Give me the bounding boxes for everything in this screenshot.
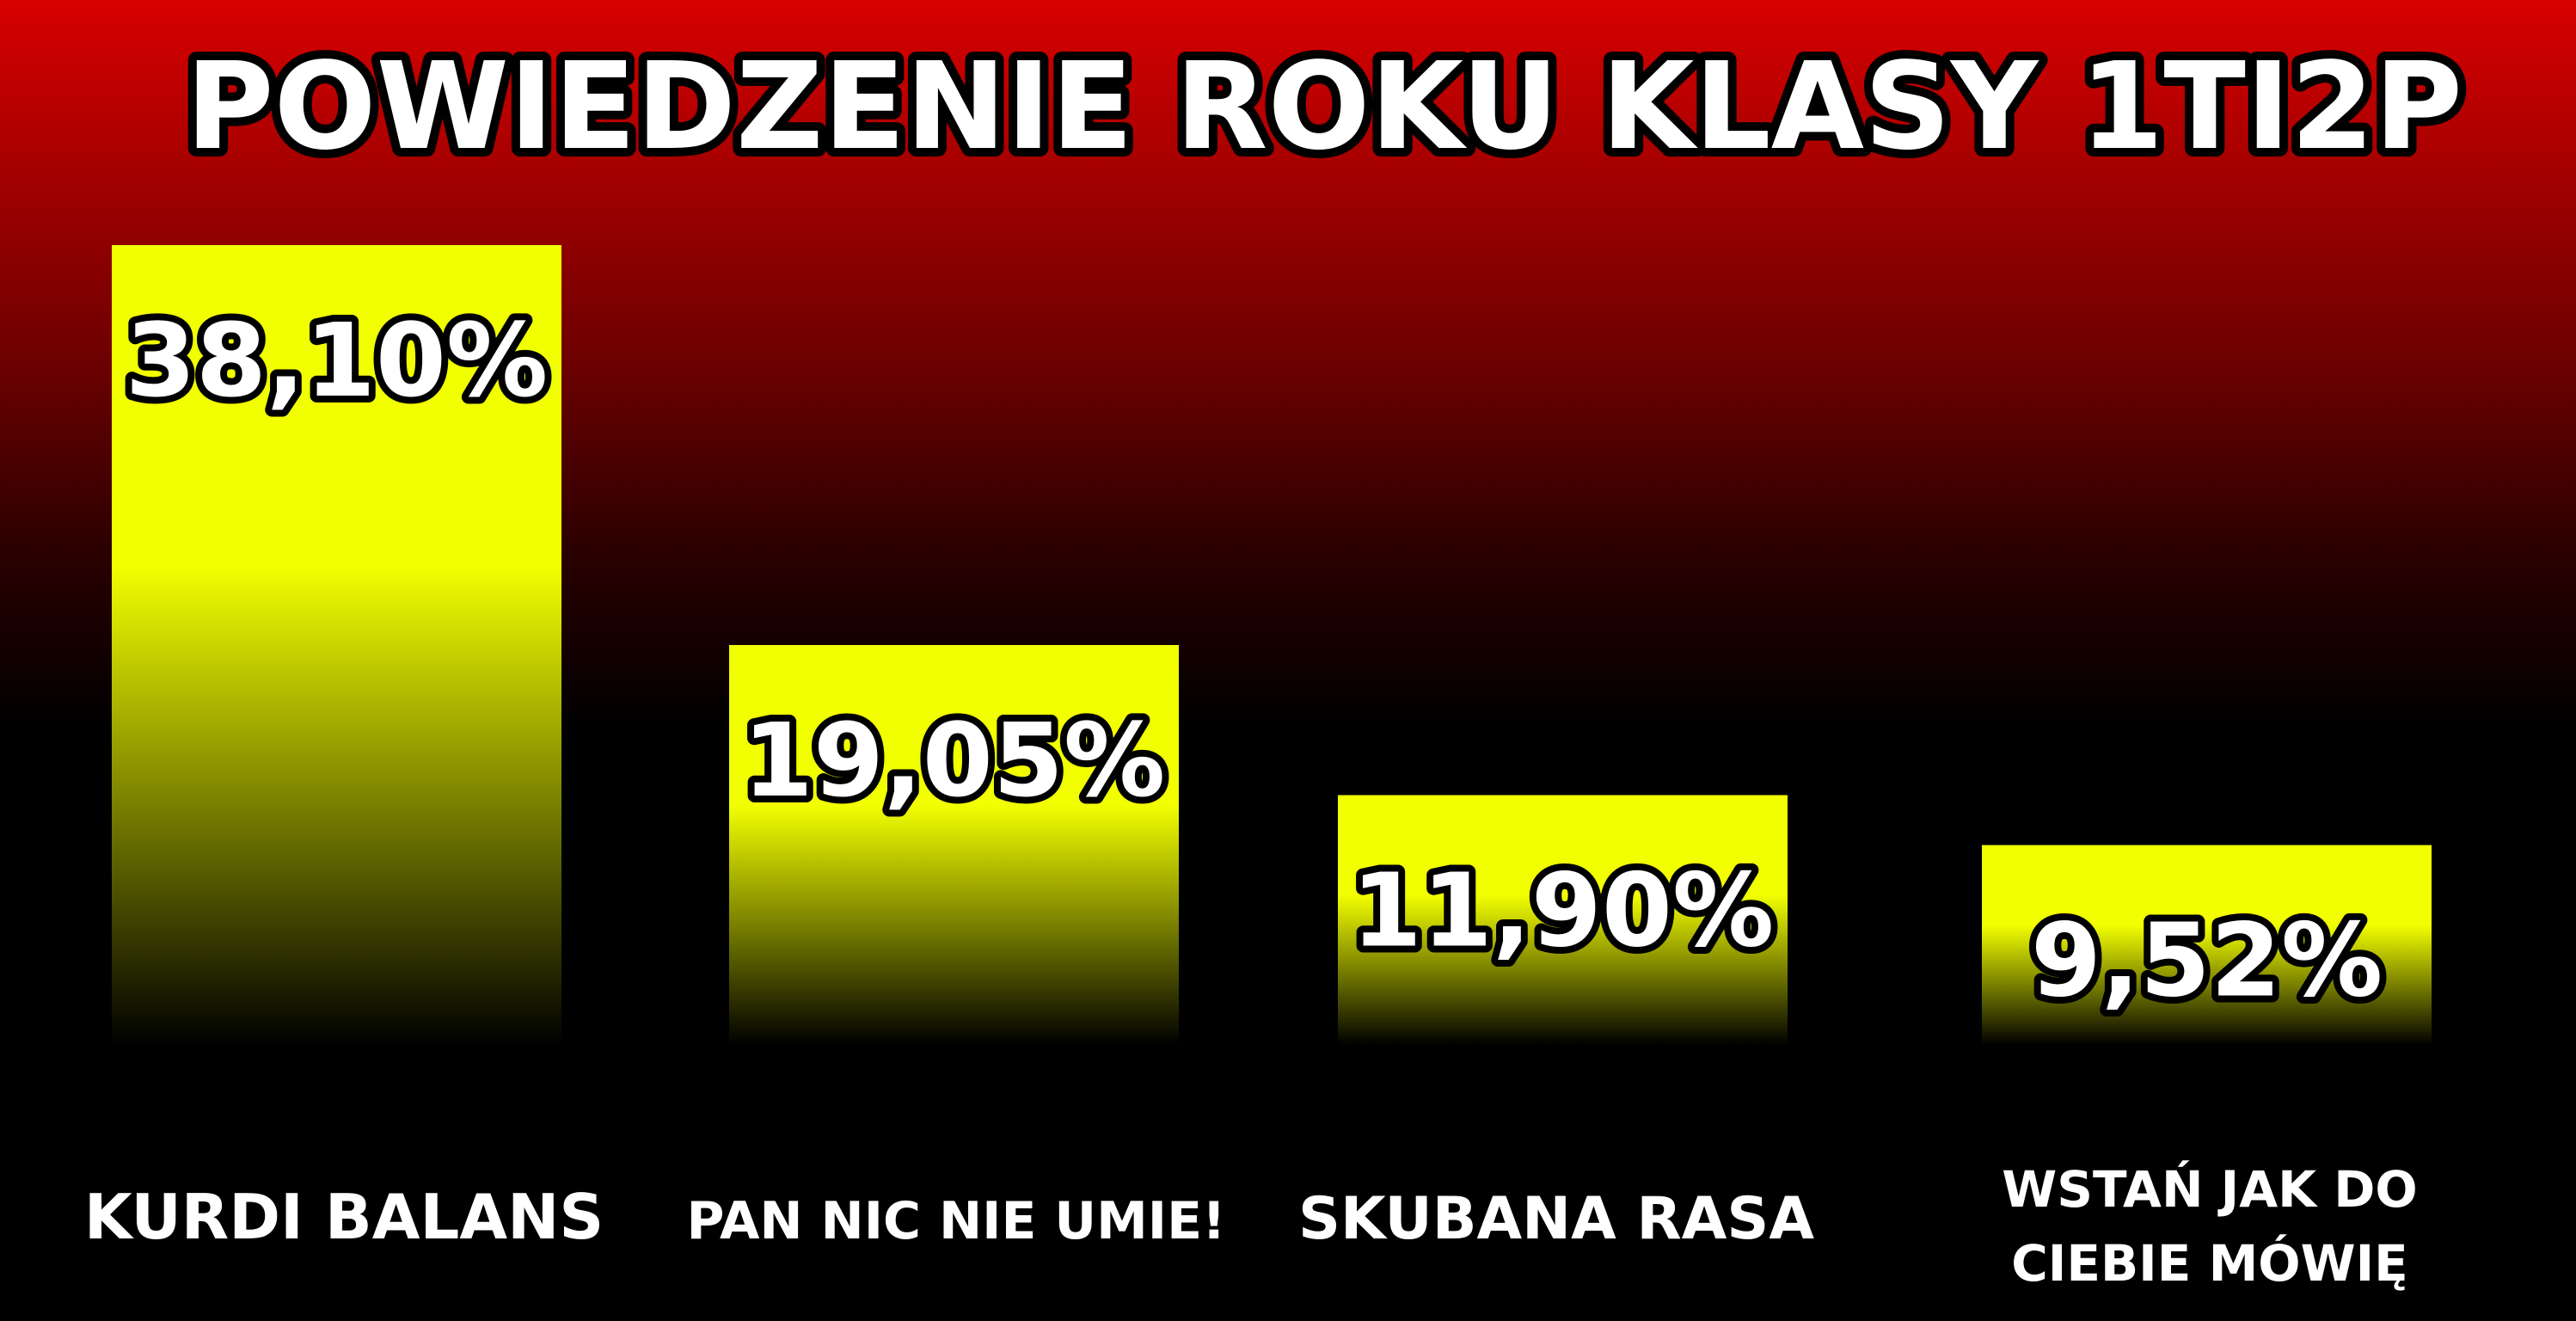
chart-title: POWIEDZENIE ROKU KLASY 1TI2P [185, 37, 2463, 177]
category-label-4-line-1: WSTAŃ JAK DO [2002, 1160, 2418, 1219]
value-label-2: 19,05% [742, 701, 1166, 820]
category-label-3: SKUBANA RASA [1298, 1185, 1814, 1253]
category-label-1: KURDI BALANS [83, 1181, 604, 1253]
category-label-2: PAN NIC NIE UMIE! [686, 1191, 1226, 1251]
category-label-4-line-2: CIEBIE MÓWIĘ [2011, 1234, 2408, 1293]
value-label-4: 9,52% [2030, 900, 2383, 1020]
category-labels-group [84, 1159, 2418, 1293]
value-label-3: 11,90% [1351, 851, 1775, 970]
value-label-1: 38,10% [125, 301, 549, 420]
